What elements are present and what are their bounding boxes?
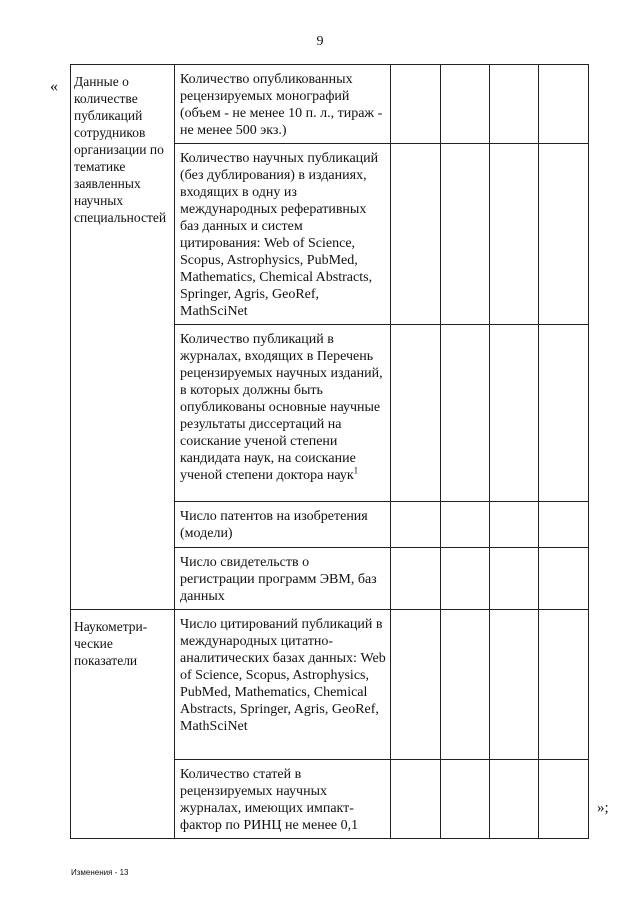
value-cell bbox=[441, 65, 490, 144]
value-cell bbox=[441, 325, 490, 502]
value-cell bbox=[539, 548, 589, 610]
value-cell bbox=[391, 65, 441, 144]
value-cell bbox=[539, 325, 589, 502]
group-label-scientometrics: Наукометри-ческие показатели bbox=[71, 610, 175, 839]
page-number: 9 bbox=[316, 34, 324, 49]
indicator-text: Количество публикаций в журналах, входящих в Перечень рецензируемых научных изданий, в которых должны быть опубликованы основные научные результаты диссертаций на соискание ученой степени кандидата наук, на соискание ученой степени доктора наук bbox=[180, 332, 383, 483]
value-cell bbox=[441, 548, 490, 610]
value-cell bbox=[490, 502, 539, 548]
value-cell bbox=[391, 325, 441, 502]
value-cell bbox=[391, 548, 441, 610]
value-cell bbox=[391, 610, 441, 760]
indicator-cell: Число свидетельств о регистрации программ ЭВМ, баз данных bbox=[175, 548, 391, 610]
indicator-cell: Количество статей в рецензируемых научных журналах, имеющих импакт-фактор по РИНЦ не менее 0,1 bbox=[175, 760, 391, 839]
value-cell bbox=[441, 502, 490, 548]
value-cell bbox=[490, 760, 539, 839]
footnote-marker: 1 bbox=[353, 465, 359, 476]
value-cell bbox=[441, 760, 490, 839]
value-cell bbox=[490, 325, 539, 502]
indicators-table bbox=[70, 64, 589, 839]
value-cell bbox=[490, 610, 539, 760]
value-cell bbox=[490, 65, 539, 144]
value-cell bbox=[391, 502, 441, 548]
value-cell bbox=[490, 144, 539, 325]
footer-revision-note: Изменения - 13 bbox=[71, 868, 129, 877]
value-cell bbox=[539, 144, 589, 325]
value-cell bbox=[539, 610, 589, 760]
value-cell bbox=[391, 760, 441, 839]
table-row bbox=[71, 610, 589, 760]
value-cell bbox=[490, 548, 539, 610]
indicator-cell: Количество научных публикаций (без дублирования) в изданиях, входящих в одну из международных реферативных баз данных и систем цитирования: Web of Science, Scopus, Astrophysics, PubMed, Mathematics, Chemical Abstracts, Springer, Agris, GeoRef, MathSciNet bbox=[175, 144, 391, 325]
indicator-cell: Количество опубликованных рецензируемых монографий (объем - не менее 10 п. л., тираж - не менее 500 экз.) bbox=[175, 65, 391, 144]
closing-quote-mark: »; bbox=[597, 800, 609, 816]
value-cell bbox=[441, 610, 490, 760]
indicator-cell: Число цитирований публикаций в международных цитатно-аналитических базах данных: Web of Science, Scopus, Astrophysics, PubMed, Mathematics, Chemical Abstracts, Springer, Agris, GeoRef, MathSciNet bbox=[175, 610, 391, 760]
value-cell bbox=[441, 144, 490, 325]
value-cell bbox=[539, 502, 589, 548]
opening-quote-mark: « bbox=[50, 78, 58, 95]
value-cell bbox=[539, 760, 589, 839]
indicator-cell bbox=[175, 325, 391, 502]
indicator-cell: Число патентов на изобретения (модели) bbox=[175, 502, 391, 548]
group-label-publications: Данные о количестве публикаций сотрудников организации по тематике заявленных научных специальностей bbox=[71, 65, 175, 610]
value-cell bbox=[391, 144, 441, 325]
table-row bbox=[71, 65, 589, 144]
value-cell bbox=[539, 65, 589, 144]
